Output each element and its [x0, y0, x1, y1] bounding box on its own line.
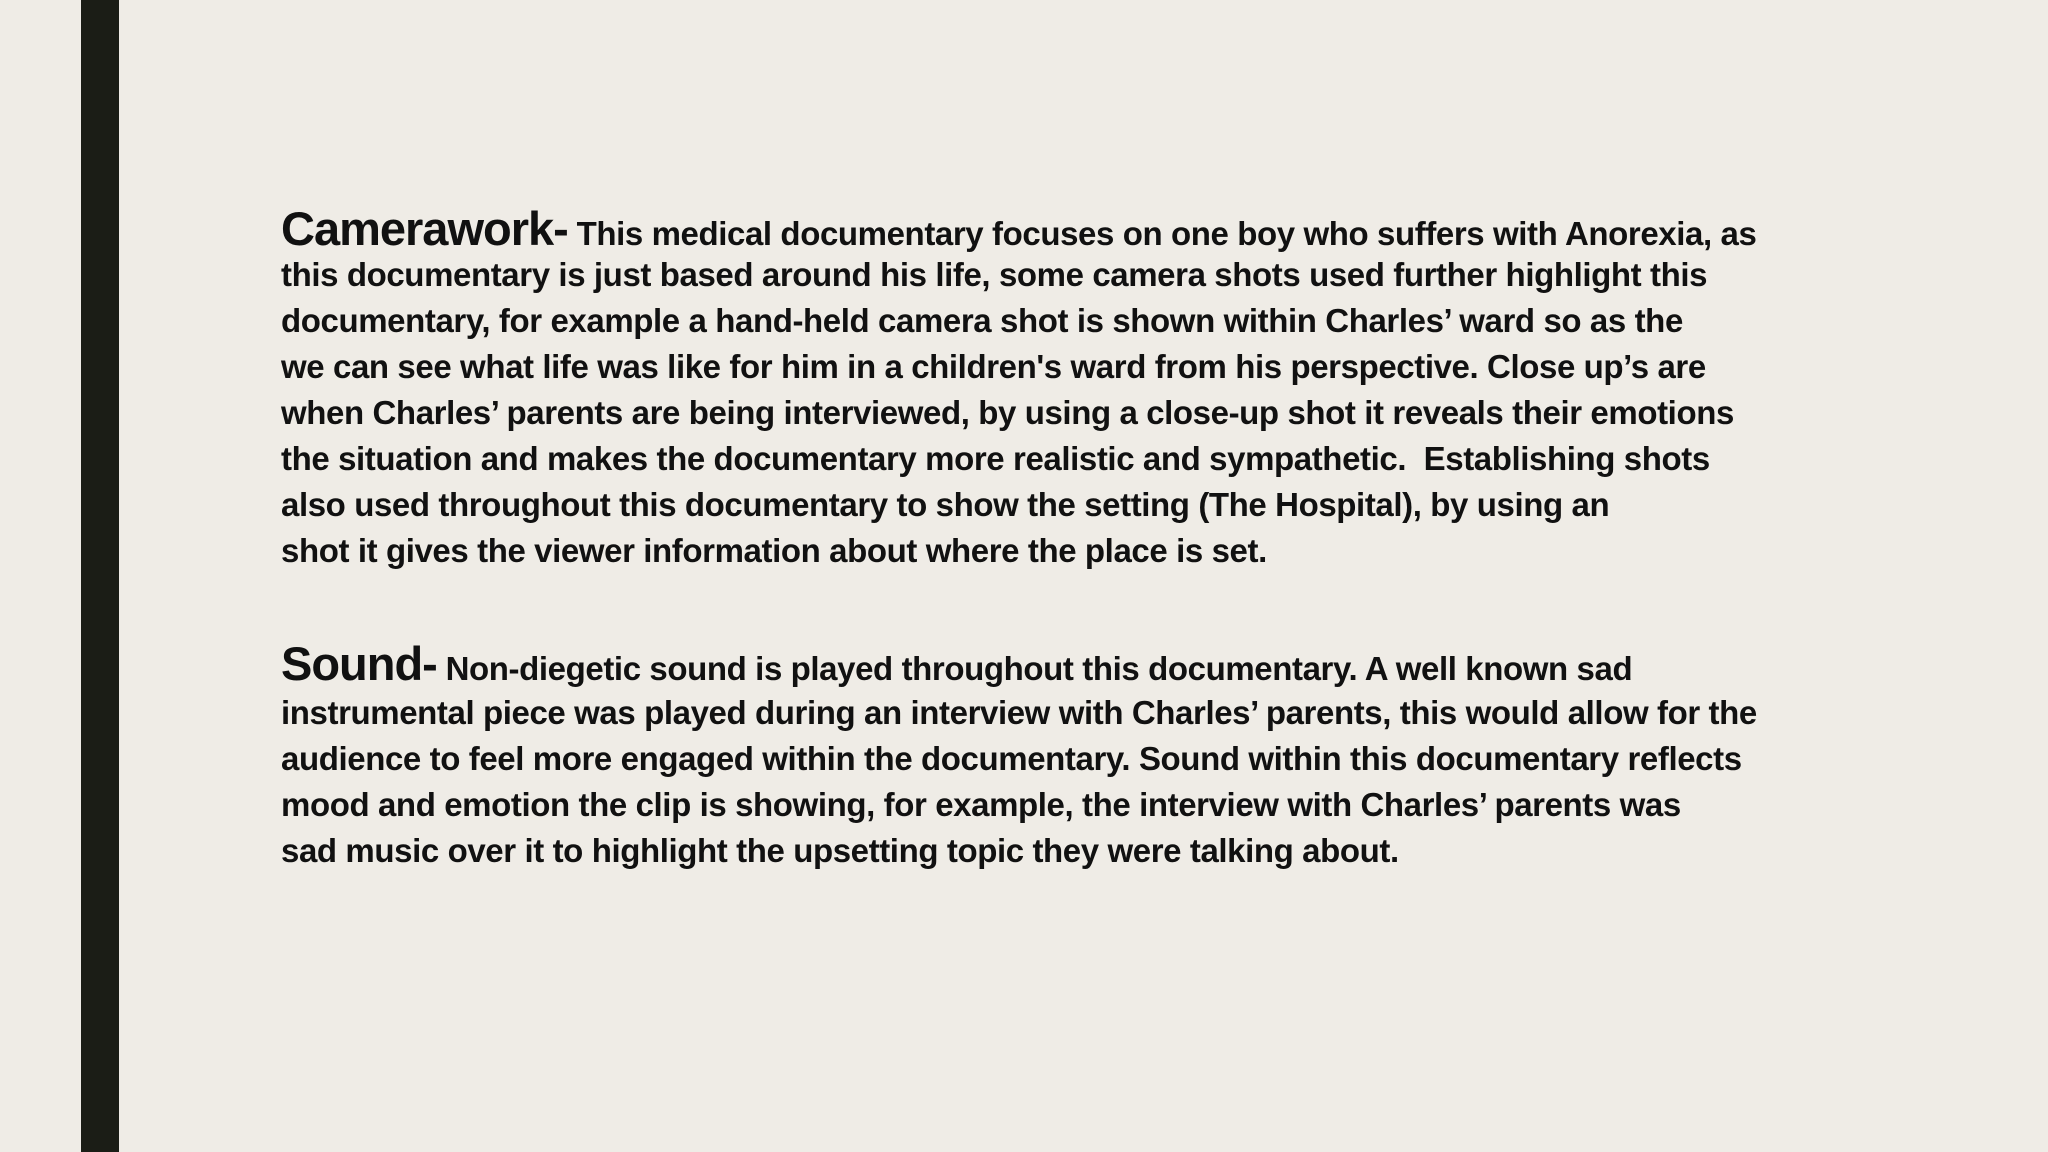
- camerawork-text-start: This medical documentary focuses on one boy who suffers with Anorexia, as: [567, 215, 1757, 252]
- sound-paragraph: [281, 638, 1891, 874]
- sound-line-1: [281, 638, 1891, 690]
- camerawork-line-4: we can see what life was like for him in a children's ward from his perspective. Close up’s are: [281, 348, 1706, 385]
- camerawork-line-7: also used throughout this documentary to show the setting (The Hospital), by using an: [281, 486, 1610, 523]
- camerawork-line-2: this documentary is just based around his life, some camera shots used further highlight this: [281, 256, 1708, 293]
- camerawork-line-8: shot it gives the viewer information about where the place is set.: [281, 532, 1267, 569]
- left-accent-bar: [81, 0, 119, 1152]
- sound-line-5: sad music over it to highlight the upsetting topic they were talking about.: [281, 832, 1399, 869]
- camerawork-line-5: when Charles’ parents are being interviewed, by using a close-up shot it reveals their emotions: [281, 394, 1734, 431]
- slide-content: [281, 202, 1891, 874]
- camerawork-line-3: documentary, for example a hand-held camera shot is shown within Charles’ ward so as the: [281, 302, 1683, 339]
- camerawork-heading: Camerawork-: [281, 202, 568, 255]
- camerawork-line-1: [281, 202, 1891, 255]
- sound-line-2: instrumental piece was played during an interview with Charles’ parents, this would allow for the: [281, 694, 1757, 731]
- camerawork-line-6: the situation and makes the documentary more realistic and sympathetic. Establishing shots: [281, 440, 1710, 477]
- sound-line-3: audience to feel more engaged within the documentary. Sound within this documentary reflects: [281, 740, 1742, 777]
- paragraph-spacer: [281, 574, 1891, 638]
- camerawork-paragraph: [281, 202, 1891, 574]
- sound-text-start: Non-diegetic sound is played throughout this documentary. A well known sad: [436, 650, 1633, 687]
- sound-heading: Sound-: [281, 637, 437, 690]
- sound-line-4: mood and emotion the clip is showing, for example, the interview with Charles’ parents was: [281, 786, 1681, 823]
